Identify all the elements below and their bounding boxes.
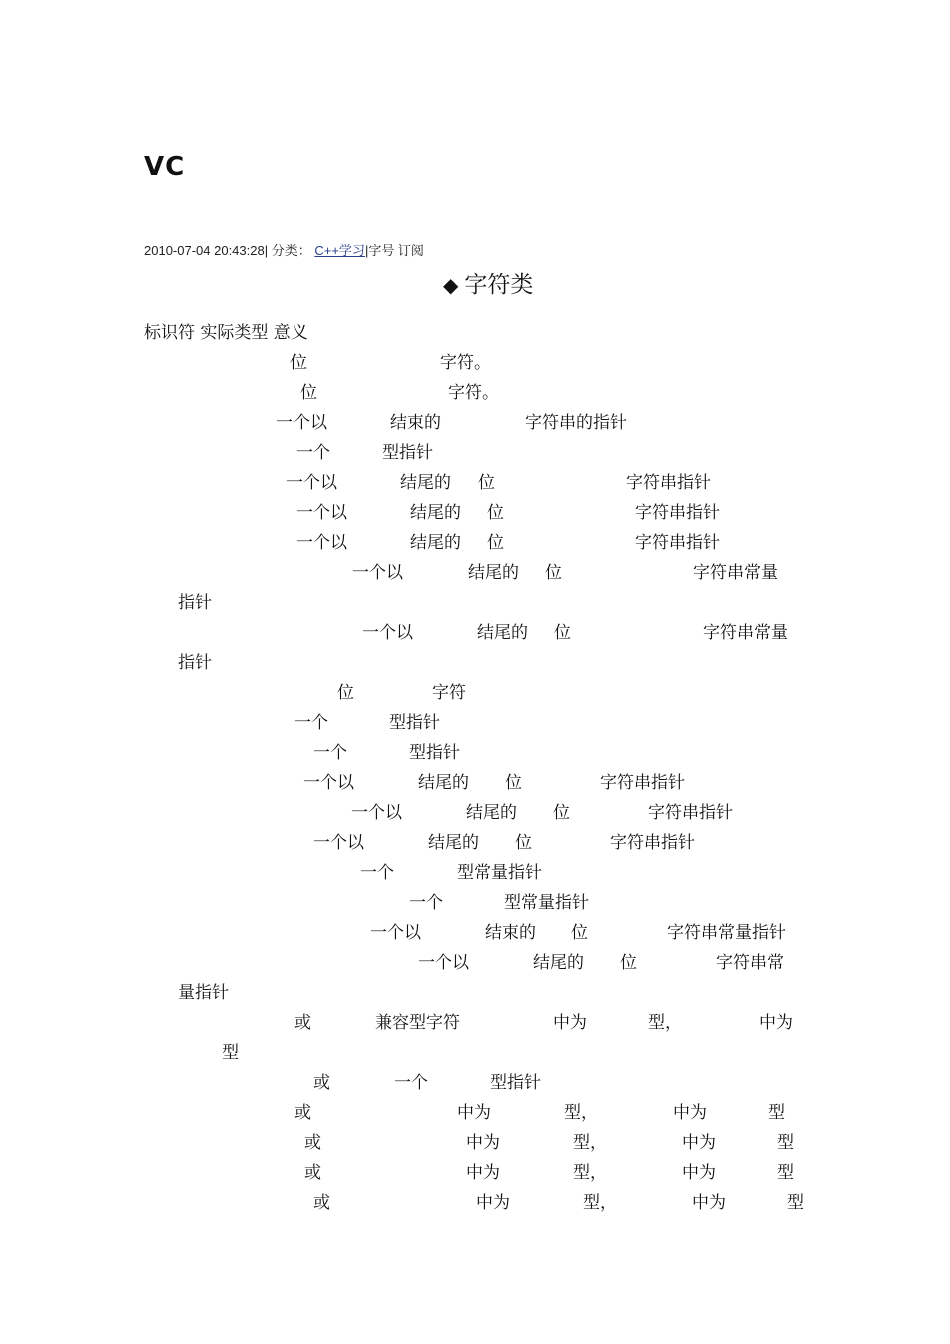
section-heading xyxy=(443,266,533,299)
diamond-bullet-icon: ◆ xyxy=(443,273,459,297)
table-cell: 位 xyxy=(554,623,571,643)
table-cell: 或 xyxy=(294,1013,311,1033)
table-cell: 一个以 xyxy=(418,953,469,973)
table-cell: 中为 xyxy=(457,1103,491,1123)
table-cell: 型指针 xyxy=(490,1073,541,1093)
table-cell: 兼容型字符 xyxy=(375,1013,460,1033)
table-cell: 结尾的 xyxy=(410,533,461,553)
table-cell: 结尾的 xyxy=(400,473,451,493)
table-cell: 位 xyxy=(290,353,307,373)
table-cell: 字符串指针 xyxy=(635,533,720,553)
table-cell: 一个 xyxy=(294,713,328,733)
table-cell: 结尾的 xyxy=(477,623,528,643)
post-datetime: 2010-07-04 20:43:28| xyxy=(144,243,269,258)
table-cell: 位 xyxy=(545,563,562,583)
table-cell: 位 xyxy=(300,383,317,403)
page-title: VC xyxy=(144,152,186,182)
table-cell: 字符串指针 xyxy=(610,833,695,853)
category-link[interactable]: C++学习 xyxy=(314,243,365,258)
table-cell: 一个 xyxy=(296,443,330,463)
table-cell: 结尾的 xyxy=(468,563,519,583)
table-cell: 一个 xyxy=(313,743,347,763)
table-cell: 或 xyxy=(313,1073,330,1093)
table-cell: 一个以 xyxy=(303,773,354,793)
table-cell: 型， xyxy=(573,1163,607,1183)
table-cell: 型常量指针 xyxy=(457,863,542,883)
table-cell: 中为 xyxy=(466,1133,500,1153)
table-cell: 一个以 xyxy=(276,413,327,433)
table-cell: 字符串的指针 xyxy=(525,413,627,433)
table-cell: 位 xyxy=(620,953,637,973)
table-cell: 型， xyxy=(564,1103,598,1123)
table-cell: 一个 xyxy=(360,863,394,883)
table-cell: 一个以 xyxy=(296,533,347,553)
table-cell: 或 xyxy=(304,1163,321,1183)
table-cell: 位 xyxy=(553,803,570,823)
table-cell: 字符串常量指针 xyxy=(667,923,786,943)
table-cell: 一个以 xyxy=(370,923,421,943)
table-cell: 中为 xyxy=(553,1013,587,1033)
table-cell: 字符。 xyxy=(448,383,499,403)
table-cell: 中为 xyxy=(466,1163,500,1183)
table-cell: 字符串指针 xyxy=(648,803,733,823)
table-cell: 中为 xyxy=(682,1133,716,1153)
table-cell: 或 xyxy=(313,1193,330,1213)
section-heading-text: 字符类 xyxy=(464,272,534,298)
table-cell: 型 xyxy=(777,1133,794,1153)
table-cell: 中为 xyxy=(476,1193,510,1213)
table-cell: 中为 xyxy=(759,1013,793,1033)
table-cell: 字符串常量 xyxy=(693,563,778,583)
table-cell: 型指针 xyxy=(389,713,440,733)
post-meta xyxy=(144,240,424,259)
table-cell: 中为 xyxy=(692,1193,726,1213)
table-cell: 型常量指针 xyxy=(504,893,589,913)
table-cell: 型， xyxy=(648,1013,682,1033)
table-cell: 一个 xyxy=(394,1073,428,1093)
table-cell: 结尾的 xyxy=(410,503,461,523)
table-cell: 字符串常量 xyxy=(703,623,788,643)
table-cell: 中为 xyxy=(673,1103,707,1123)
table-cell: 一个以 xyxy=(313,833,364,853)
table-cell: 结尾的 xyxy=(428,833,479,853)
table-cell: 位 xyxy=(478,473,495,493)
table-cell: 位 xyxy=(571,923,588,943)
table-cell: 中为 xyxy=(682,1163,716,1183)
table-cell: 或 xyxy=(294,1103,311,1123)
table-cell: 字符串指针 xyxy=(600,773,685,793)
font-size-subscribe[interactable]: |字号 订阅 xyxy=(364,243,424,258)
table-cell: 一个以 xyxy=(362,623,413,643)
table-cell: 一个 xyxy=(409,893,443,913)
table-cell: 或 xyxy=(304,1133,321,1153)
table-cell: 位 xyxy=(505,773,522,793)
table-cell: 一个以 xyxy=(351,803,402,823)
table-cell: 指针 xyxy=(178,653,212,673)
table-cell: 型 xyxy=(787,1193,804,1213)
table-cell: 指针 xyxy=(178,593,212,613)
table-cell: 位 xyxy=(515,833,532,853)
table-cell: 型， xyxy=(583,1193,617,1213)
table-cell: 型指针 xyxy=(382,443,433,463)
table-cell: 型 xyxy=(768,1103,785,1123)
table-cell: 位 xyxy=(487,503,504,523)
table-cell: 字符串指针 xyxy=(626,473,711,493)
table-cell: 结尾的 xyxy=(466,803,517,823)
table-header: 标识符 实际类型 意义 xyxy=(144,323,308,343)
table-cell: 字符串常 xyxy=(716,953,784,973)
category-label: 分类： xyxy=(271,243,311,258)
table-cell: 结尾的 xyxy=(533,953,584,973)
table-cell: 位 xyxy=(487,533,504,553)
table-cell: 型 xyxy=(222,1043,239,1063)
table-cell: 字符串指针 xyxy=(635,503,720,523)
table-cell: 位 xyxy=(337,683,354,703)
table-cell: 型指针 xyxy=(409,743,460,763)
table-cell: 一个以 xyxy=(286,473,337,493)
table-cell: 一个以 xyxy=(296,503,347,523)
table-cell: 结束的 xyxy=(390,413,441,433)
table-cell: 一个以 xyxy=(352,563,403,583)
table-cell: 字符 xyxy=(432,683,466,703)
table-cell: 结束的 xyxy=(485,923,536,943)
table-cell: 量指针 xyxy=(178,983,229,1003)
table-cell: 字符。 xyxy=(440,353,491,373)
table-cell: 型， xyxy=(573,1133,607,1153)
table-cell: 型 xyxy=(777,1163,794,1183)
table-cell: 结尾的 xyxy=(418,773,469,793)
